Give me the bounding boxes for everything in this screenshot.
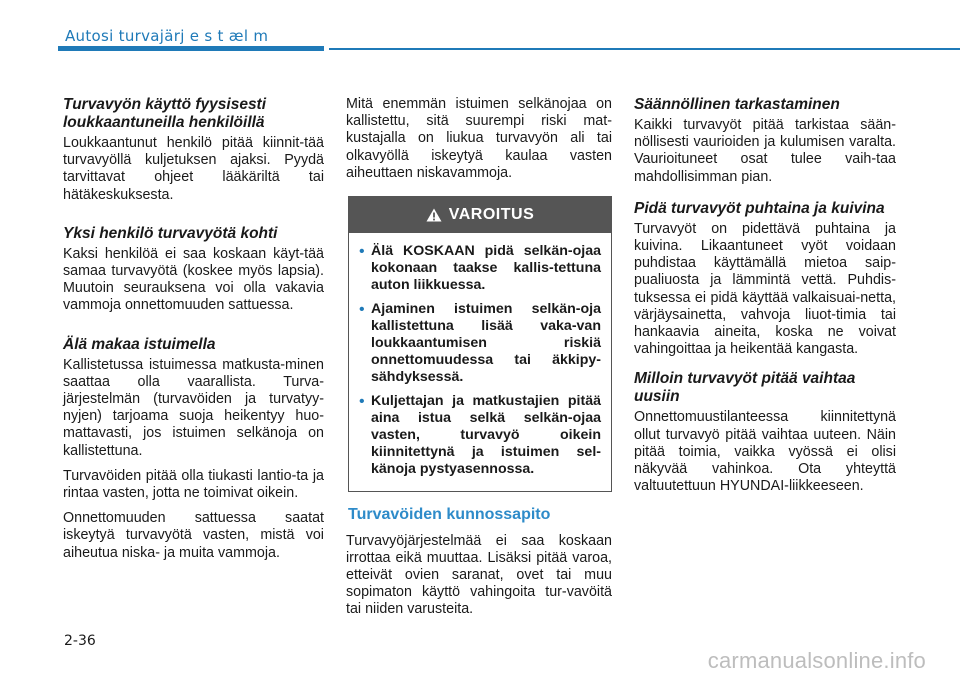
section-heading: Säännöllinen tarkastaminen (634, 96, 840, 113)
section-heading: Älä makaa istuimella (63, 335, 216, 353)
warning-item-text: Ajaminen istuimen selkän-oja kallistettuna lisää vaka-van loukkaantumisen riskiä onnettomuudessa tai äkkipy-sähdyksessä. (371, 300, 601, 386)
bullet-icon: • (359, 243, 365, 261)
section-heading: Turvavyön käyttö fyysisesti loukkaantuneilla henkilöillä (63, 96, 267, 131)
warning-header (349, 197, 611, 233)
bullet-icon: • (359, 392, 365, 410)
section-injured-persons (63, 96, 324, 204)
warning-box (348, 196, 612, 492)
paragraph: Loukkaantunut henkilö pitää kiinnit-tää turvavyöllä kuljetuksen ajaksi. Pyydä tarvittavat ohjeet lääkäriltä tai hätäkeskuksesta. (63, 135, 324, 203)
header-rule-thick (58, 46, 324, 51)
column-right (634, 96, 896, 503)
paragraph: Turvavyöjärjestelmää ei saa koskaan irrottaa eikä muuttaa. Lisäksi pitää varoa, etteivät ovien saranat, ovet tai muu sopimaton käyttö vahingoita tur-vavöitä tai niiden varusteita. (346, 532, 612, 618)
watermark: carmanualsonline.info (707, 648, 926, 673)
section-heading: Yksi henkilö turvavyötä kohti (63, 224, 278, 242)
paragraph: Onnettomuustilanteessa kiinnitettynä ollut turvavyö pitää vaihtaa uuteen. Näin pitää toimia, vaikka vyössä ei olisi näkyvää vahinkoa. Ota yhteyttä valtuutettuun HYUNDAI-liikkeeseen. (634, 409, 896, 495)
warning-item (359, 243, 601, 295)
section-regular-inspection (634, 96, 896, 186)
section-do-not-lie-on-seat (63, 336, 324, 562)
paragraph: Mitä enemmän istuimen selkänojaa on kallistettu, sitä suurempi riski mat-kustajalla on liukua turvavyön ali tai olkavyöllä iskeytyä kaulaa vasten aiheuttaen niskavammoja. (346, 96, 612, 181)
paragraph: Onnettomuuden sattuessa saatat iskeytyä turvavyötä vasten, mistä voi aiheutua niska- ja muita vammoja. (63, 510, 324, 561)
section-heading: Milloin turvavyöt pitää vaihtaa uusiin (634, 370, 856, 406)
section-header-title: Autosi turvajärj e s t æl m (65, 27, 269, 45)
warning-title: VAROITUS (448, 206, 535, 224)
warning-item-text: Kuljettajan ja matkustajien pitää aina istua selkä selkän-ojaa vasten, turvavyö oikein kiinnitettynä ja istuimen sel-känoja pystyasennossa. (371, 392, 601, 478)
paragraph: Kaksi henkilöä ei saa koskaan käyt-tää samaa turvavyötä (koskee myös lapsia). Muutoin seurauksena voi olla vakavia vammoja onnettomuuden sattuessa. (63, 245, 324, 314)
warning-triangle-icon (426, 208, 442, 222)
warning-body (349, 233, 611, 491)
column-left (63, 96, 324, 570)
section-keep-belts-clean (634, 200, 896, 359)
maintenance-heading: Turvavöiden kunnossapito (348, 505, 551, 523)
section-heading: Pidä turvavyöt puhtaina ja kuivina (634, 199, 885, 217)
warning-item-text: Älä KOSKAAN pidä selkän-ojaa kokonaan taakse kallis-tettuna auton liikkuessa. (371, 243, 601, 294)
section-one-person-per-belt (63, 225, 324, 315)
bullet-icon: • (359, 300, 365, 318)
header-rule-thin (329, 48, 960, 50)
page-number: 2-36 (64, 633, 96, 649)
paragraph: Turvavöiden pitää olla tiukasti lantio-ta ja rintaa vasten, jotta ne toimivat oikein. (63, 467, 324, 502)
paragraph: Turvavyöt on pidettävä puhtaina ja kuivina. Likaantuneet vyöt voidaan puhdistaa käyttämällä mietoa saip-pualiuosta ja lämmintä vettä. Puhdis-tuksessa ei pidä käyttää valkaisuai-netta, värjäysainetta, vahvoja liuot-timia tai hankaavia aineita, koska ne voivat vahingoittaa ja heikentää kangasta. (634, 220, 896, 358)
paragraph: Kallistetussa istuimessa matkusta-minen saattaa olla vaarallista. Turva-järjestelmän (turvavöiden ja turvatyy-nyjen) tarjoama suoja heikentyy huo-mattavasti, jos istuimen selkänoja on kallistettuna. (63, 356, 324, 459)
column-middle (346, 96, 612, 627)
section-when-to-replace (634, 370, 896, 495)
warning-item (359, 393, 601, 479)
paragraph: Kaikki turvavyöt pitää tarkistaa sään-nöllisesti vaurioiden ja kulumisen varalta. Vaurioituneet osat tulee vaih-taa mahdollisimman pian. (634, 117, 896, 185)
warning-item (359, 301, 601, 387)
